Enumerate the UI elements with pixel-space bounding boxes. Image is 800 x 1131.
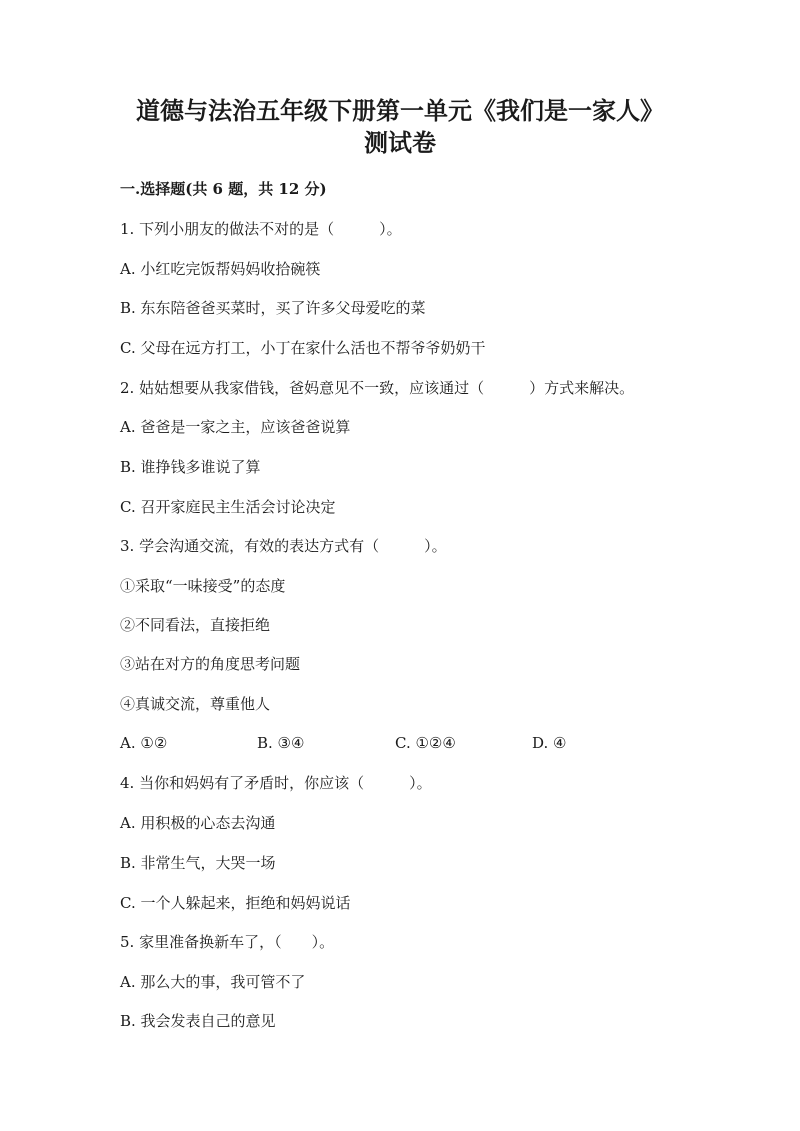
question-3-statement-4: ④真诚交流，尊重他人 bbox=[120, 695, 271, 713]
exam-title-line2: 测试卷 bbox=[364, 128, 436, 157]
question-3-option-a: A. ①② bbox=[120, 734, 168, 752]
question-2-stem: 2. 姑姑想要从我家借钱，爸妈意见不一致，应该通过（ ）方式来解决。 bbox=[120, 379, 635, 397]
question-3-option-c: C. ①②④ bbox=[395, 734, 456, 752]
question-2-option-b: B. 谁挣钱多谁说了算 bbox=[120, 458, 261, 476]
question-3-stem: 3. 学会沟通交流，有效的表达方式有（ ）。 bbox=[120, 537, 447, 555]
question-1-option-a: A. 小红吃完饭帮妈妈收拾碗筷 bbox=[120, 260, 321, 278]
section-heading: 一.选择题(共 6 题，共 12 分) bbox=[120, 180, 327, 198]
question-1-stem: 1. 下列小朋友的做法不对的是（ ）。 bbox=[120, 220, 402, 238]
question-3-statement-2: ②不同看法，直接拒绝 bbox=[120, 616, 271, 634]
question-5-option-a: A. 那么大的事，我可管不了 bbox=[120, 973, 306, 991]
question-3-statement-1: ①采取“一味接受”的态度 bbox=[120, 577, 286, 595]
question-4-option-a: A. 用积极的心态去沟通 bbox=[120, 814, 276, 832]
question-1-option-c: C. 父母在远方打工，小丁在家什么活也不帮爷爷奶奶干 bbox=[120, 339, 486, 357]
question-2-option-c: C. 召开家庭民主生活会讨论决定 bbox=[120, 498, 336, 516]
question-3-option-d: D. ④ bbox=[532, 734, 567, 752]
question-3-option-b: B. ③④ bbox=[257, 734, 305, 752]
question-2-option-a: A. 爸爸是一家之主，应该爸爸说算 bbox=[120, 418, 351, 436]
question-4-option-b: B. 非常生气，大哭一场 bbox=[120, 854, 276, 872]
question-5-stem: 5. 家里准备换新车了，（ ）。 bbox=[120, 933, 335, 951]
question-3-statement-3: ③站在对方的角度思考问题 bbox=[120, 655, 301, 673]
question-5-option-b: B. 我会发表自己的意见 bbox=[120, 1012, 276, 1030]
question-3-options-row bbox=[120, 733, 680, 753]
question-4-option-c: C. 一个人躲起来，拒绝和妈妈说话 bbox=[120, 894, 351, 912]
question-4-stem: 4. 当你和妈妈有了矛盾时，你应该（ ）。 bbox=[120, 774, 432, 792]
exam-title-line1: 道德与法治五年级下册第一单元《我们是一家人》 bbox=[136, 96, 664, 125]
question-1-option-b: B. 东东陪爸爸买菜时，买了许多父母爱吃的菜 bbox=[120, 299, 426, 317]
